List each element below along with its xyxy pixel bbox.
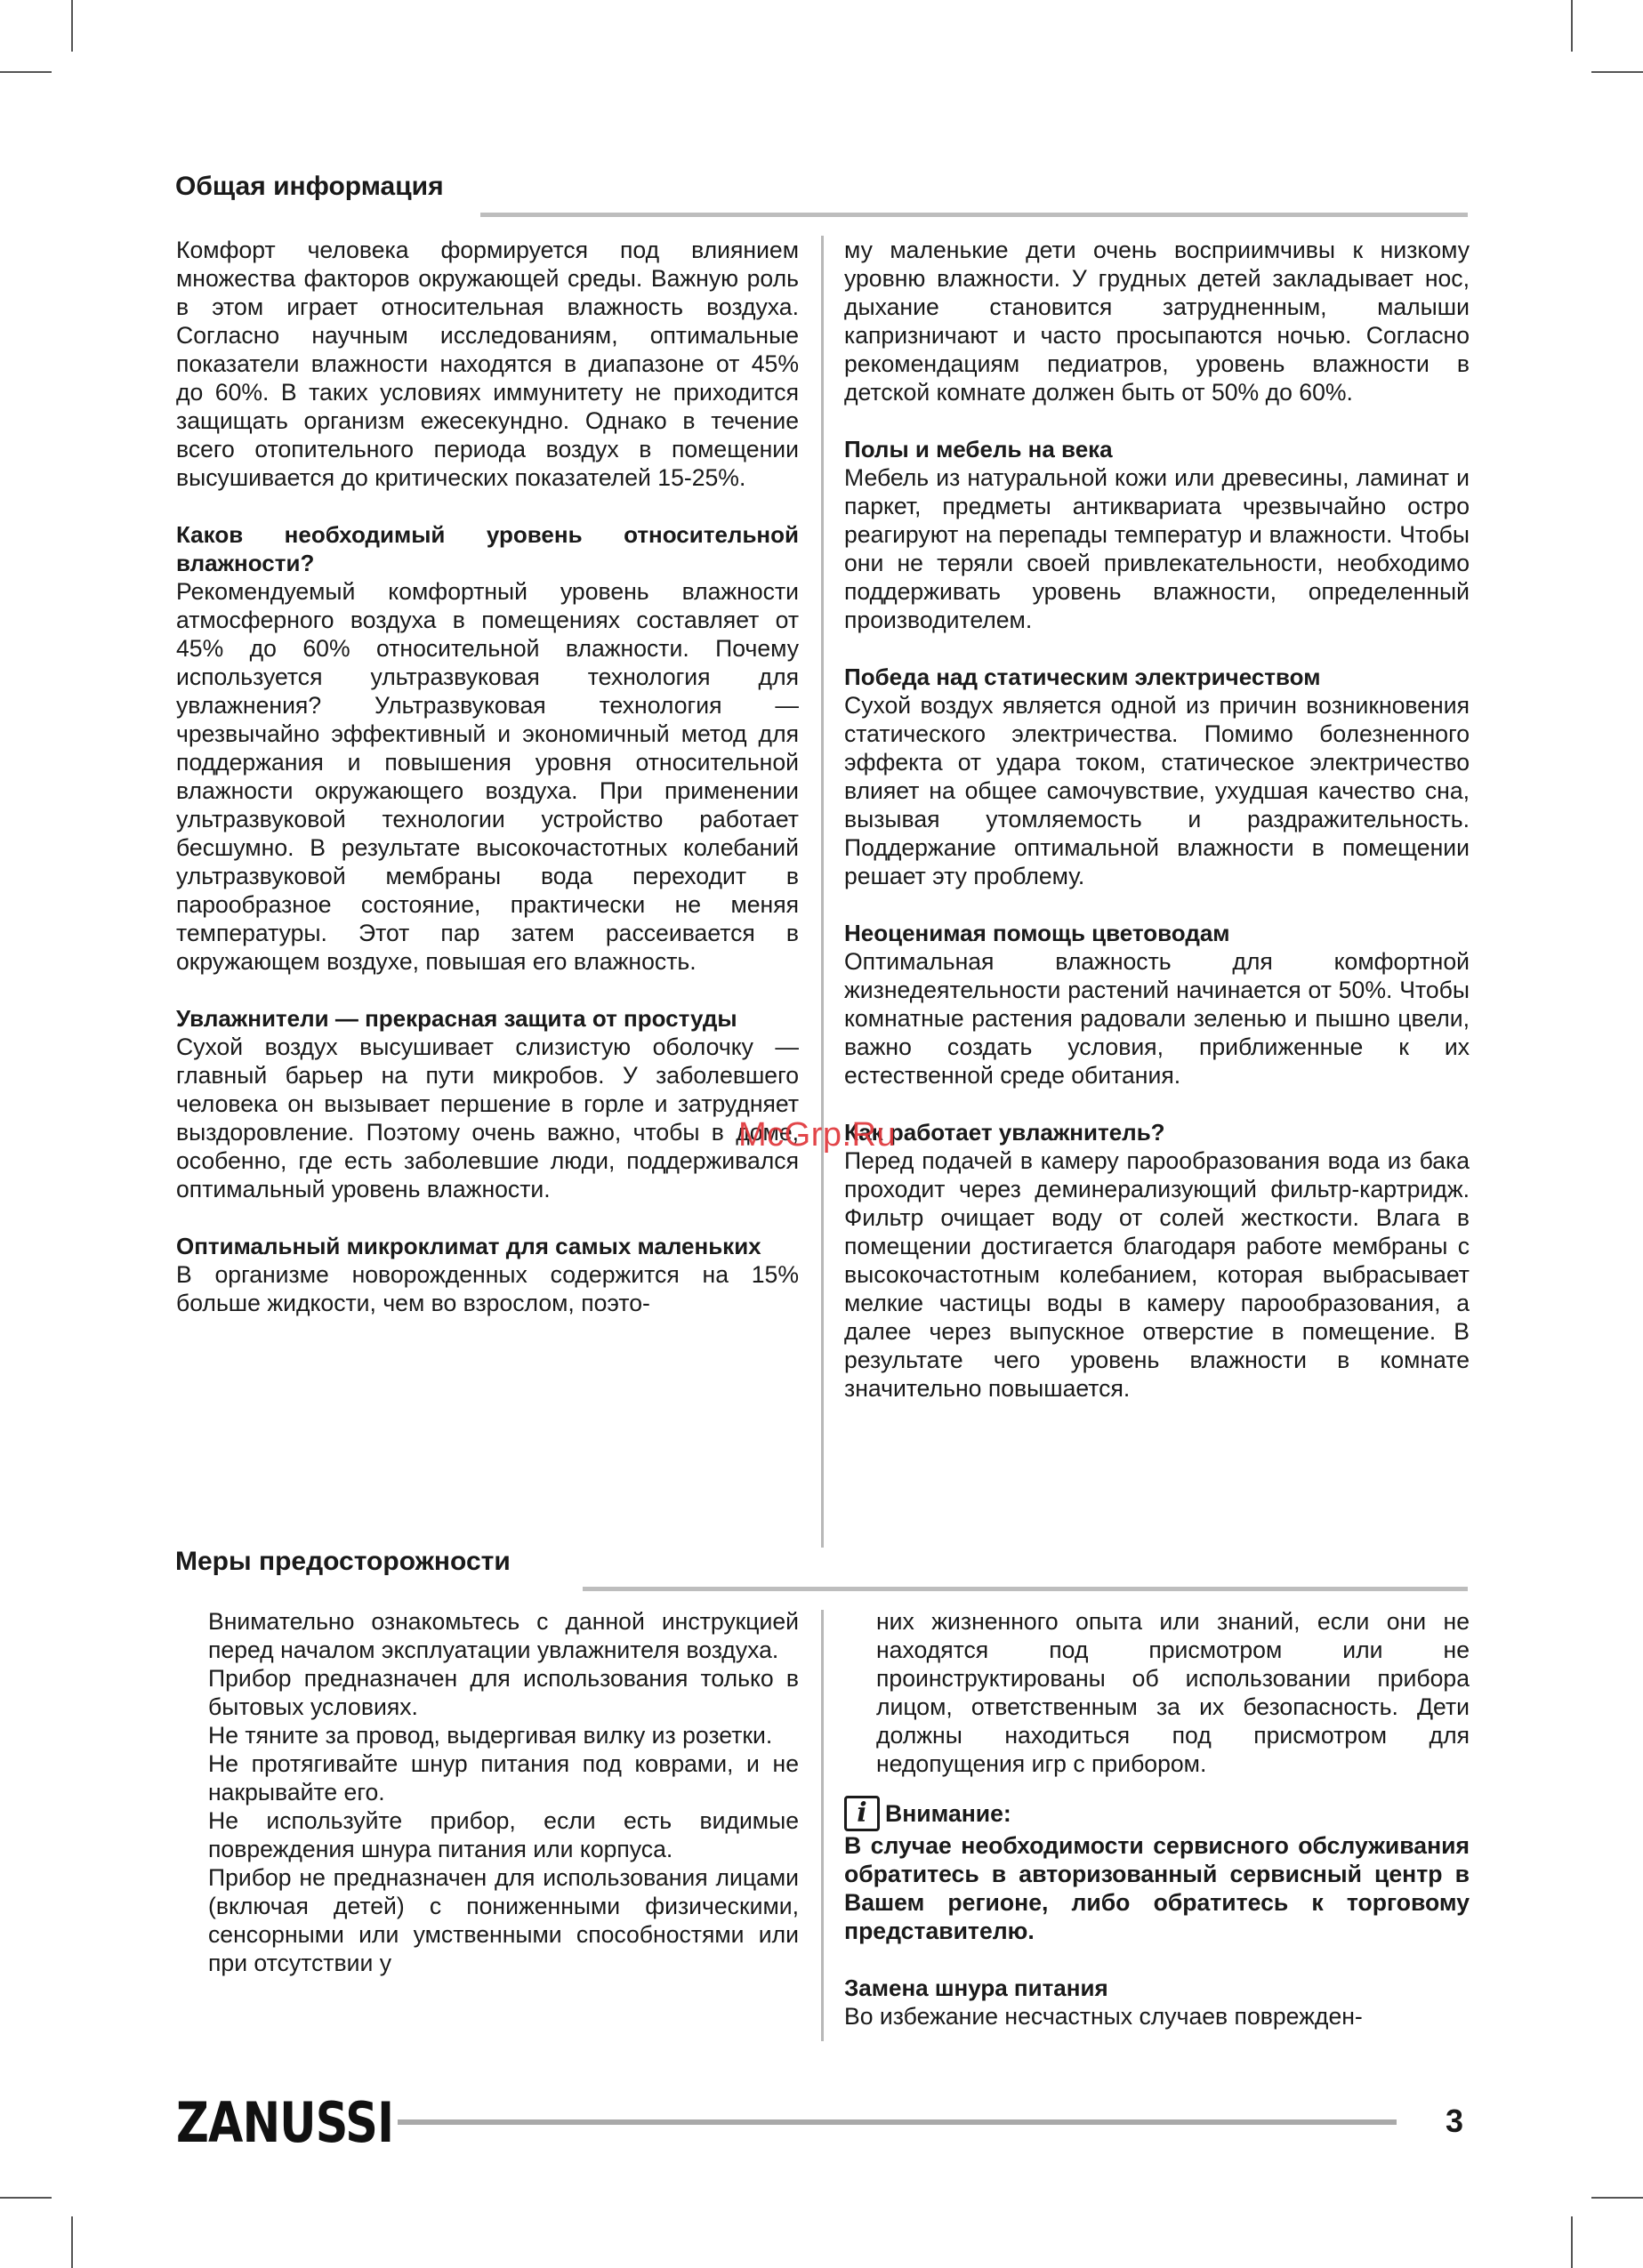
section-title-general: Общая информация	[175, 172, 444, 201]
list-item: • Не тяните за провод, выдергивая вилку из розетки.	[176, 1721, 799, 1749]
note-text: В случае необходимости сервисного обслуживания обратитесь в авторизованный сервисный центр в Вашем регионе, либо обратитесь к торговому представителю.	[844, 1832, 1470, 1944]
subheading: Увлажнители — прекрасная защита от простуды	[176, 1005, 737, 1032]
watermark: McGrp.Ru	[738, 1116, 897, 1154]
paragraph: Мебель из натуральной кожи или древесины, ламинат и паркет, предметы антиквариата чрезвычайно остро реагируют на перепады температур и влажности. Чтобы они не теряли своей привлекательности, необходимо поддерживать уровень влажности, определенный производителем.	[844, 464, 1470, 633]
subheading: Неоценимая помощь цветоводам	[844, 920, 1230, 946]
column-divider	[821, 1610, 824, 2041]
column-divider	[821, 236, 824, 1548]
crop-mark	[1571, 2216, 1573, 2268]
footer-rule	[398, 2119, 1397, 2125]
paragraph: Во избежание несчастных случаев поврежден-	[844, 2003, 1363, 2030]
subheading: Замена шнура питания	[844, 1974, 1108, 2001]
paragraph: Рекомендуемый комфортный уровень влажности атмосферного воздуха в помещениях составляет от 45% до 60% относительной влажности. Почему используется ультразвуковая технология для увлажнения? Ультразвуковая технология — чрезвычайно эффективный и экономичный метод для поддержания и повышения уровня относительной влажности окружающего воздуха. При применении ультразвуковой технологии устройство работает бесшумно. В результате высокочастотных колебаний ультразвуковой мембраны вода переходит в парообразное состояние, практически не меняя температуры. Этот пар затем рассеивается в окружающем воздухе, повышая его влажность.	[176, 578, 799, 975]
list-item: • Не используйте прибор, если есть видимые повреждения шнура питания или корпуса.	[176, 1806, 799, 1863]
crop-mark	[1571, 0, 1573, 52]
section-title-precautions: Меры предосторожности	[175, 1547, 511, 1576]
precautions-right-column	[844, 1607, 1470, 2052]
crop-mark	[71, 2216, 73, 2268]
info-icon: i	[844, 1796, 880, 1831]
paragraph: му маленькие дети очень восприимчивы к низкому уровню влажности. У грудных детей закладывает нос, дыхание становится затрудненным, малыши капризничают и часто просыпаются ночью. Согласно рекомендациям педиатров, уровень влажности в детской комнате должен быть от 50% до 60%.	[844, 237, 1470, 406]
crop-mark	[0, 71, 52, 73]
list-item: • Прибор не предназначен для использования лицами (включая детей) с пониженными физическими, сенсорными или умственными способностями или при отсутствии у	[176, 1863, 799, 1977]
general-right-column	[844, 236, 1470, 1525]
title-rule	[480, 213, 1468, 217]
paragraph: них жизненного опыта или знаний, если они не находятся под присмотром или не проинструктированы об использовании прибора лицом, ответственным за их безопасность. Дети должны находиться под присмотром для недопущения игр с прибором.	[876, 1608, 1470, 1777]
crop-mark	[0, 2197, 52, 2199]
title-rule	[583, 1587, 1468, 1591]
crop-mark	[71, 0, 73, 52]
note-header	[844, 1796, 1470, 1831]
list-item: • Внимательно ознакомьтесь с данной инструкцией перед началом эксплуатации увлажнителя воздуха.	[176, 1607, 799, 1664]
crop-mark	[1591, 2197, 1643, 2199]
note-title: Внимание:	[885, 1800, 1011, 1827]
subheading: Каков необходимый уровень относительной влажности?	[176, 521, 799, 576]
paragraph: Сухой воздух высушивает слизистую оболочку — главный барьер на пути микробов. У заболевшего человека он вызывает першение в горле и затрудняет выздоровление. Поэтому очень важно, чтобы в доме, особенно, где есть заболевшие люди, поддерживался оптимальный уровень влажности.	[176, 1033, 799, 1202]
brand-logo: ZANUSSI	[176, 2090, 394, 2155]
paragraph: Перед подачей в камеру парообразования вода из бака проходит через деминерализующий фильтр-картридж. Фильтр очищает воду от солей жесткости. Влага в помещении достигается благодаря работе мембраны с высокочастотным колебанием, которая выбрасывает мелкие частицы воды в камеру парообразования, а далее через выпускное отверстие в помещение. В результате чего уровень влажности в комнате значительно повышается.	[844, 1147, 1470, 1402]
paragraph: Оптимальная влажность для комфортной жизнедеятельности растений начинается от 50%. Чтобы комнатные растения радовали зеленью и пышно цвели, важно создать условия, приближенные к их естественной среде обитания.	[844, 948, 1470, 1089]
subheading: Полы и мебель на века	[844, 436, 1113, 462]
precautions-left-column	[176, 1607, 799, 2052]
list-item: • Не протягивайте шнур питания под коврами, и не накрывайте его.	[176, 1749, 799, 1806]
page-number: 3	[1446, 2103, 1464, 2139]
paragraph: Комфорт человека формируется под влиянием множества факторов окружающей среды. Важную роль в этом играет относительная влажность воздуха. Согласно научным исследованиям, оптимальные показатели влажности находятся в диапазоне от 45% до 60%. В таких условиях иммунитету не приходится защищать организм ежесекундно. Однако в течение всего отопительного периода воздух в помещении высушивается до критических показателей 15-25%.	[176, 237, 799, 491]
paragraph: Сухой воздух является одной из причин возникновения статического электричества. Помимо болезненного эффекта от удара током, статическое электричество влияет на общее самочувствие, ухудшая качество сна, вызывая утомляемость и раздражительность. Поддержание оптимальной влажности в помещении решает эту проблему.	[844, 692, 1470, 889]
subheading: Оптимальный микроклимат для самых маленьких	[176, 1233, 761, 1259]
precautions-list	[176, 1607, 799, 1977]
crop-mark	[1591, 71, 1643, 73]
paragraph: В организме новорожденных содержится на 15% больше жидкости, чем во взрослом, поэто-	[176, 1261, 799, 1316]
subheading: Как работает увлажнитель?	[844, 1119, 1165, 1146]
general-left-column	[176, 236, 799, 1525]
subheading: Победа над статическим электричеством	[844, 664, 1321, 690]
list-item: • Прибор предназначен для использования только в бытовых условиях.	[176, 1664, 799, 1721]
